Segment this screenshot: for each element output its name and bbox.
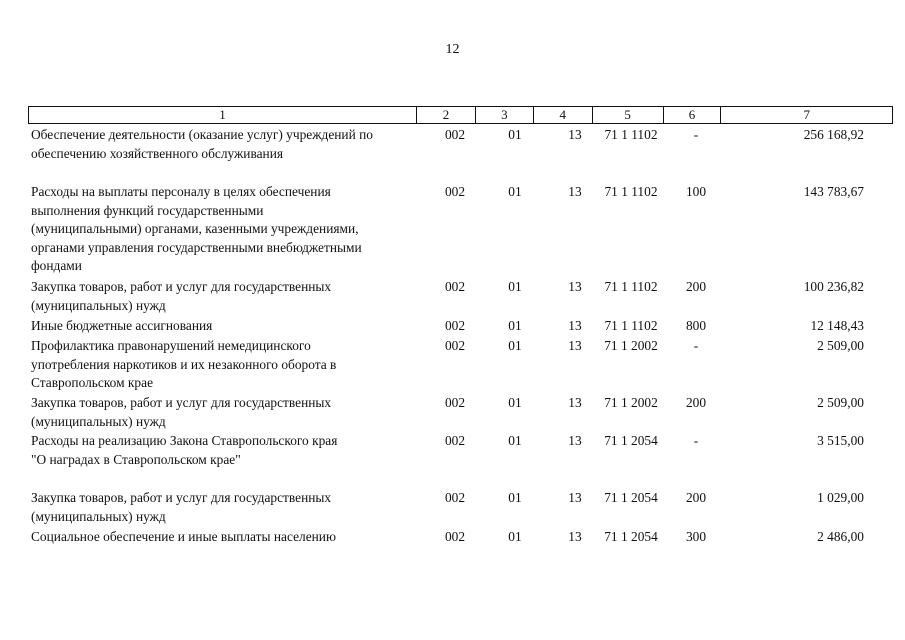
row-expense-type: -: [693, 127, 699, 142]
row-subsection: 13: [568, 338, 582, 353]
row-section: 01: [508, 184, 522, 199]
row-subsection: 13: [568, 318, 582, 333]
row-expense-type: -: [693, 338, 699, 353]
row-description: Иные бюджетные ассигнования: [31, 318, 213, 333]
row-description: Закупка товаров, работ и услуг для государственных (муниципальных) нужд: [31, 395, 332, 429]
row-amount: 143 783,67: [803, 184, 864, 199]
row-amount: 2 509,00: [817, 338, 864, 353]
row-section: 01: [508, 395, 522, 410]
row-expense-type: 300: [685, 529, 707, 544]
row-article: 71 1 1102: [604, 127, 658, 142]
row-article: 71 1 2002: [604, 338, 658, 353]
row-amount: 2 509,00: [817, 395, 864, 410]
column-header-5: 5: [593, 107, 664, 123]
row-article: 71 1 1102: [604, 184, 658, 199]
row-code: 002: [444, 338, 466, 353]
row-article: 71 1 1102: [604, 279, 658, 294]
row-amount: 256 168,92: [803, 127, 864, 142]
row-article: 71 1 2002: [604, 395, 658, 410]
row-subsection: 13: [568, 279, 582, 294]
row-expense-type: 200: [685, 279, 707, 294]
row-subsection: 13: [568, 395, 582, 410]
row-subsection: 13: [568, 529, 582, 544]
row-expense-type: 800: [685, 318, 707, 333]
row-article: 71 1 1102: [604, 318, 658, 333]
row-amount: 3 515,00: [817, 433, 864, 448]
row-amount: 2 486,00: [817, 529, 864, 544]
row-section: 01: [508, 529, 522, 544]
column-header-7: 7: [803, 107, 810, 122]
row-subsection: 13: [568, 184, 582, 199]
page-number: 12: [445, 42, 460, 57]
column-header-4: 4: [534, 107, 593, 123]
row-amount: 1 029,00: [817, 490, 864, 505]
row-article: 71 1 2054: [604, 529, 658, 544]
column-header-3: 3: [476, 107, 534, 123]
row-section: 01: [508, 127, 522, 142]
row-description: Закупка товаров, работ и услуг для государственных (муниципальных) нужд: [31, 279, 332, 313]
row-expense-type: -: [693, 433, 699, 448]
row-description: Расходы на выплаты персоналу в целях обеспечения выполнения функций государственными (муниципальными) органами, казенными учреждениями, органами управления государственными внебюджетными фондами: [31, 184, 362, 274]
row-section: 01: [508, 279, 522, 294]
column-header-1: 1: [29, 107, 417, 123]
row-code: 002: [444, 184, 466, 199]
row-description: Социальное обеспечение и иные выплаты населению: [31, 529, 336, 544]
row-description: Профилактика правонарушений немедицинского употребления наркотиков и их незаконного оборота в Ставропольском крае: [31, 338, 337, 391]
column-header-6: 6: [664, 107, 722, 123]
row-article: 71 1 2054: [604, 490, 658, 505]
row-amount: 100 236,82: [803, 279, 864, 294]
column-header-2: 2: [417, 107, 476, 123]
row-code: 002: [444, 318, 466, 333]
row-code: 002: [444, 395, 466, 410]
row-code: 002: [444, 279, 466, 294]
row-description: Закупка товаров, работ и услуг для государственных (муниципальных) нужд: [31, 490, 332, 524]
row-expense-type: 200: [685, 395, 707, 410]
row-code: 002: [444, 127, 466, 142]
row-section: 01: [508, 490, 522, 505]
row-description: Расходы на реализацию Закона Ставропольского края "О наградах в Ставропольском крае": [31, 433, 338, 467]
row-subsection: 13: [568, 127, 582, 142]
row-section: 01: [508, 318, 522, 333]
row-amount: 12 148,43: [810, 318, 864, 333]
row-expense-type: 200: [685, 490, 707, 505]
row-code: 002: [444, 490, 466, 505]
row-description: Обеспечение деятельности (оказание услуг) учреждений по обеспечению хозяйственного обслуживания: [31, 127, 373, 161]
row-code: 002: [444, 433, 466, 448]
row-section: 01: [508, 433, 522, 448]
row-article: 71 1 2054: [604, 433, 658, 448]
row-expense-type: 100: [685, 184, 707, 199]
row-subsection: 13: [568, 433, 582, 448]
row-section: 01: [508, 338, 522, 353]
row-subsection: 13: [568, 490, 582, 505]
row-code: 002: [444, 529, 466, 544]
table-header: [28, 106, 893, 124]
